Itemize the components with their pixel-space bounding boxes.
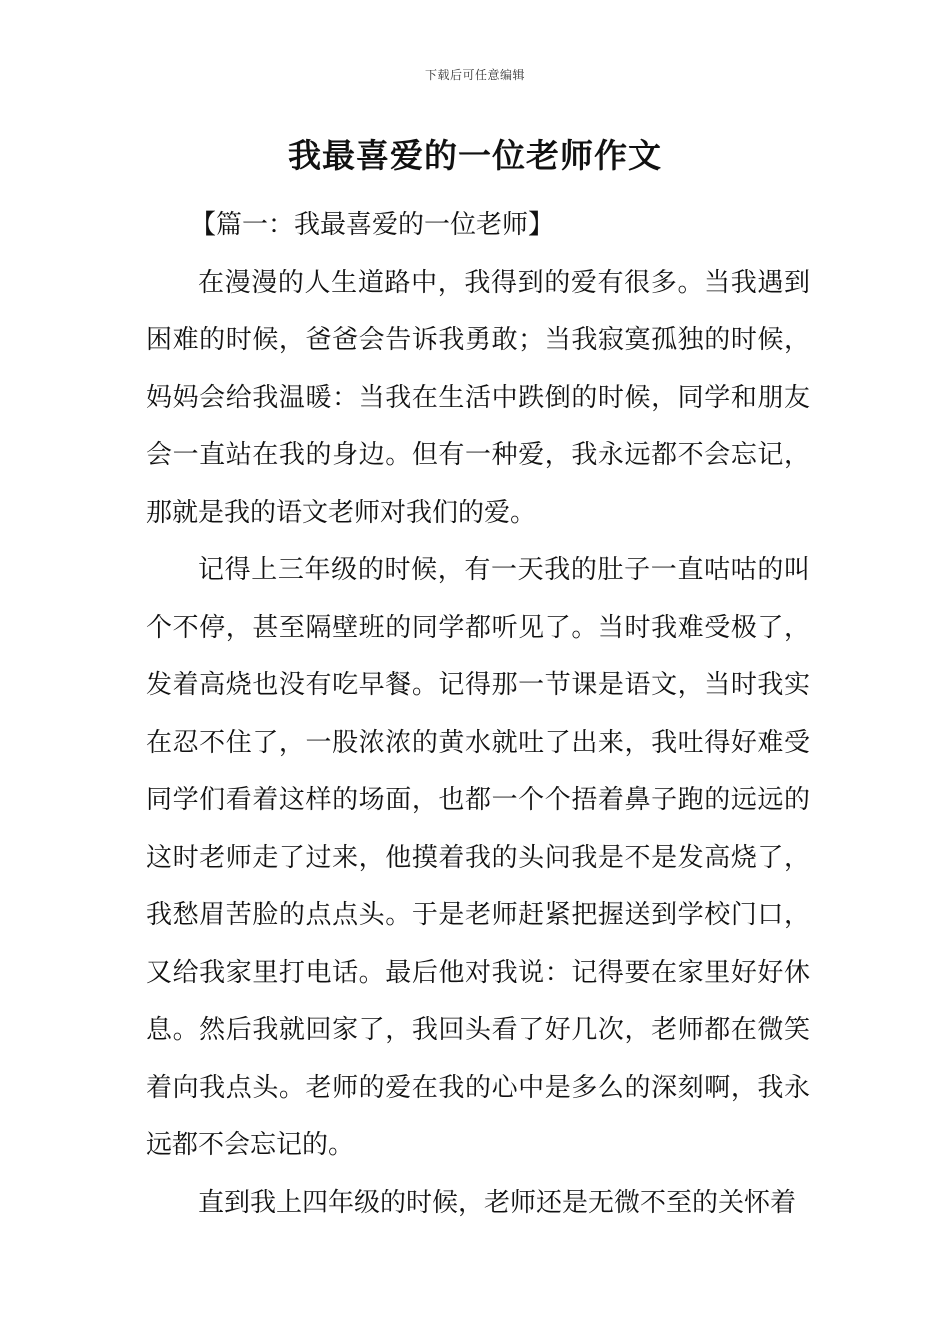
header-note: 下载后可任意编辑 — [424, 68, 525, 82]
section-heading: 【篇一：我最喜爱的一位老师】 — [190, 210, 555, 240]
paragraph-2: 记得上三年级的时候，有一天我的肚子一直咕咕的叫个不停，甚至隔壁班的同学都听见了。当时我难受极了，发着高烧也没有吃早餐。记得那一节课是语文，当时我实在忍不住了，一股浓浓的黄水就吐了出来，我吐得好难受同学们看着这样的场面，也都一个个捂着鼻子跑的远远的这时老师走了过来，他摸着我的头问我是不是发高烧了，我愁眉苦脸的点点头。于是老师赶紧把握送到学校门口，又给我家里打电话。最后他对我说：记得要在家里好好休息。然后我就回家了，我回头看了好几次，老师都在微笑着向我点头。老师的爱在我的心中是多么的深刻啊，我永远都不会忘记的。 — [146, 555, 810, 1160]
page-title: 我最喜爱的一位老师作文 — [288, 136, 662, 175]
document-body — [146, 197, 810, 1232]
paragraph-3: 直到我上四年级的时候，老师还是无微不至的关怀着 — [198, 1187, 797, 1218]
paragraph-1: 在漫漫的人生道路中，我得到的爱有很多。当我遇到困难的时候，爸爸会告诉我勇敢；当我寂寞孤独的时候，妈妈会给我温暖：当我在生活中跌倒的时候，同学和朋友会一直站在我的身边。但有一种爱，我永远都不会忘记，那就是我的语文老师对我们的爱。 — [146, 267, 810, 528]
